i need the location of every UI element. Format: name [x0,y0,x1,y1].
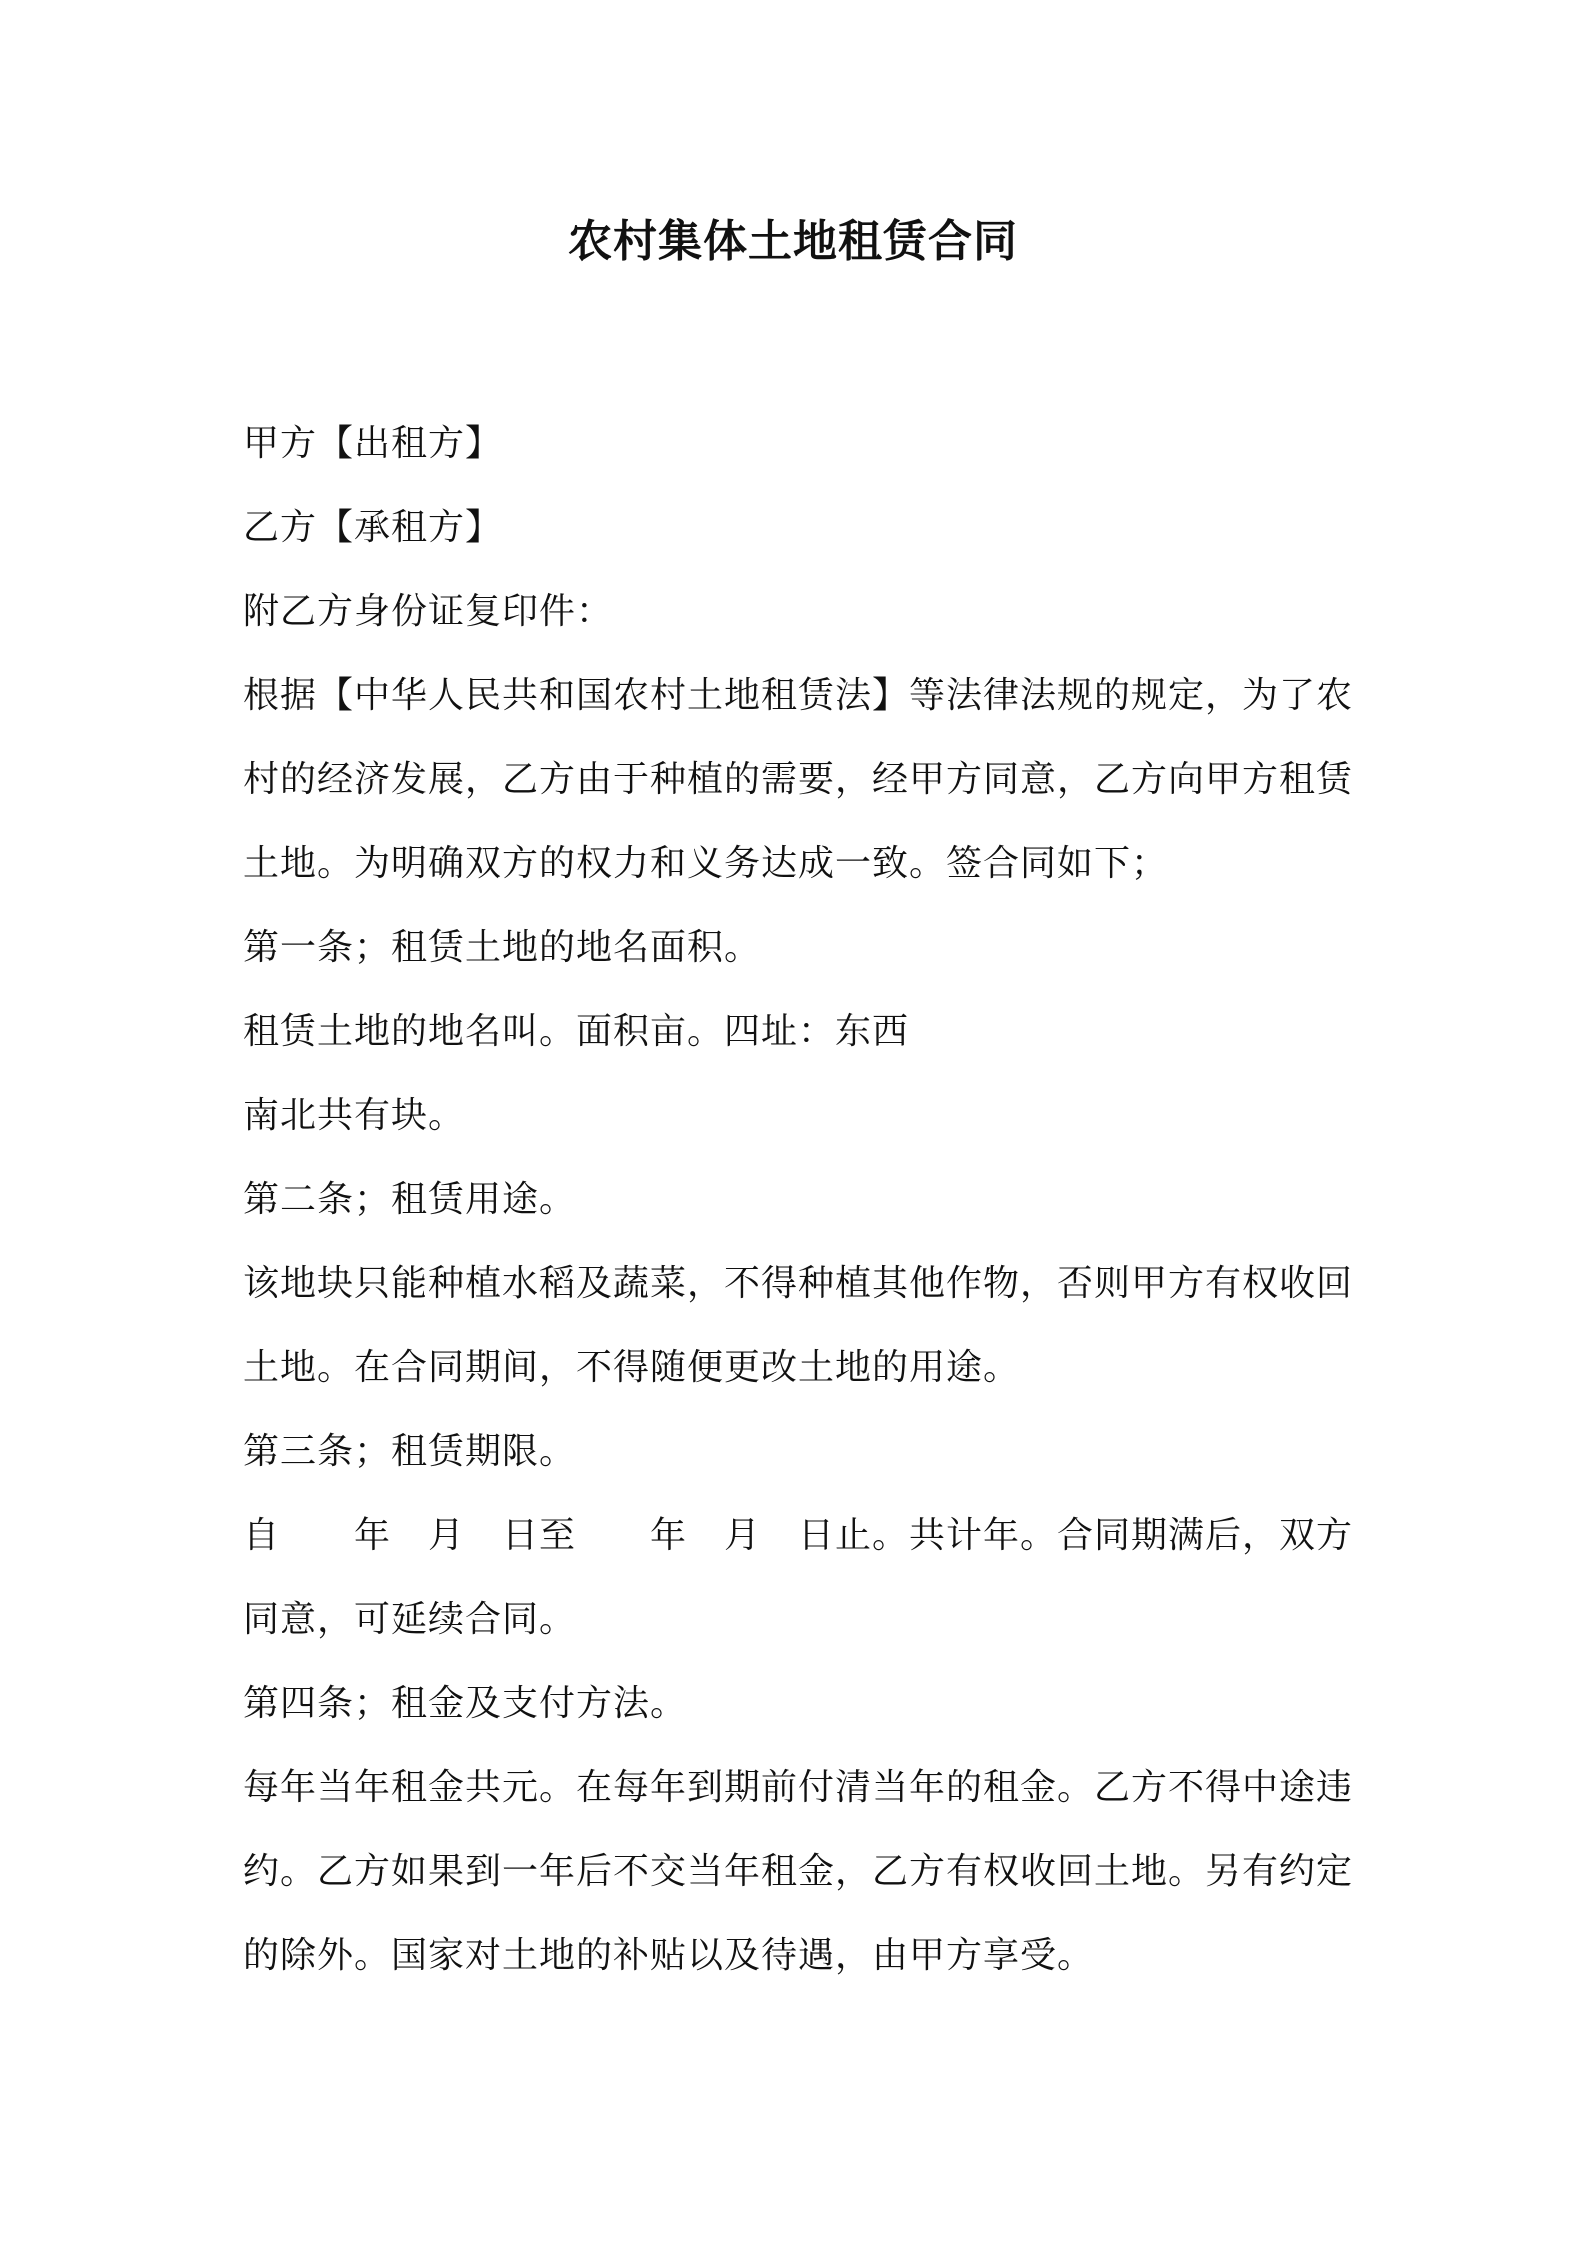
article-1-heading: 第一条；租赁土地的地名面积。 [243,927,762,968]
article-1-text-1: 租赁土地的地名叫。面积亩。四址：东西 [243,1011,910,1052]
preamble-line-3: 土地。为明确双方的权力和义务达成一致。签合同如下； [243,843,1169,884]
article-4-heading: 第四条；租金及支付方法。 [243,1683,688,1724]
article-2-text-2: 土地。在合同期间，不得随便更改土地的用途。 [243,1347,1021,1388]
article-1-text-2: 南北共有块。 [243,1095,466,1136]
article-3-text-2: 同意，可延续合同。 [243,1599,577,1640]
article-4-text-2: 约。乙方如果到一年后不交当年租金，乙方有权收回土地。另有约定 [243,1851,1354,1892]
id-attachment-line: 附乙方身份证复印件： [243,591,614,632]
article-3-heading: 第三条；租赁期限。 [243,1431,577,1472]
article-3-text-1: 自 年 月 日至 年 月 日止。共计年。合同期满后，双方 [243,1515,1354,1556]
party-a-line: 甲方【出租方】 [243,423,503,464]
preamble-line-2: 村的经济发展，乙方由于种植的需要，经甲方同意，乙方向甲方租赁 [243,759,1354,800]
article-4-text-1: 每年当年租金共元。在每年到期前付清当年的租金。乙方不得中途违 [243,1767,1354,1808]
article-2-text-1: 该地块只能种植水稻及蔬菜，不得种植其他作物，否则甲方有权收回 [243,1263,1354,1304]
document-title: 农村集体土地租赁合同 [568,216,1018,267]
article-2-heading: 第二条；租赁用途。 [243,1179,577,1220]
preamble-line-1: 根据【中华人民共和国农村土地租赁法】等法律法规的规定，为了农 [243,675,1354,716]
article-4-text-3: 的除外。国家对土地的补贴以及待遇，由甲方享受。 [243,1935,1095,1976]
party-b-line: 乙方【承租方】 [243,507,503,548]
document-body [243,402,1355,1998]
